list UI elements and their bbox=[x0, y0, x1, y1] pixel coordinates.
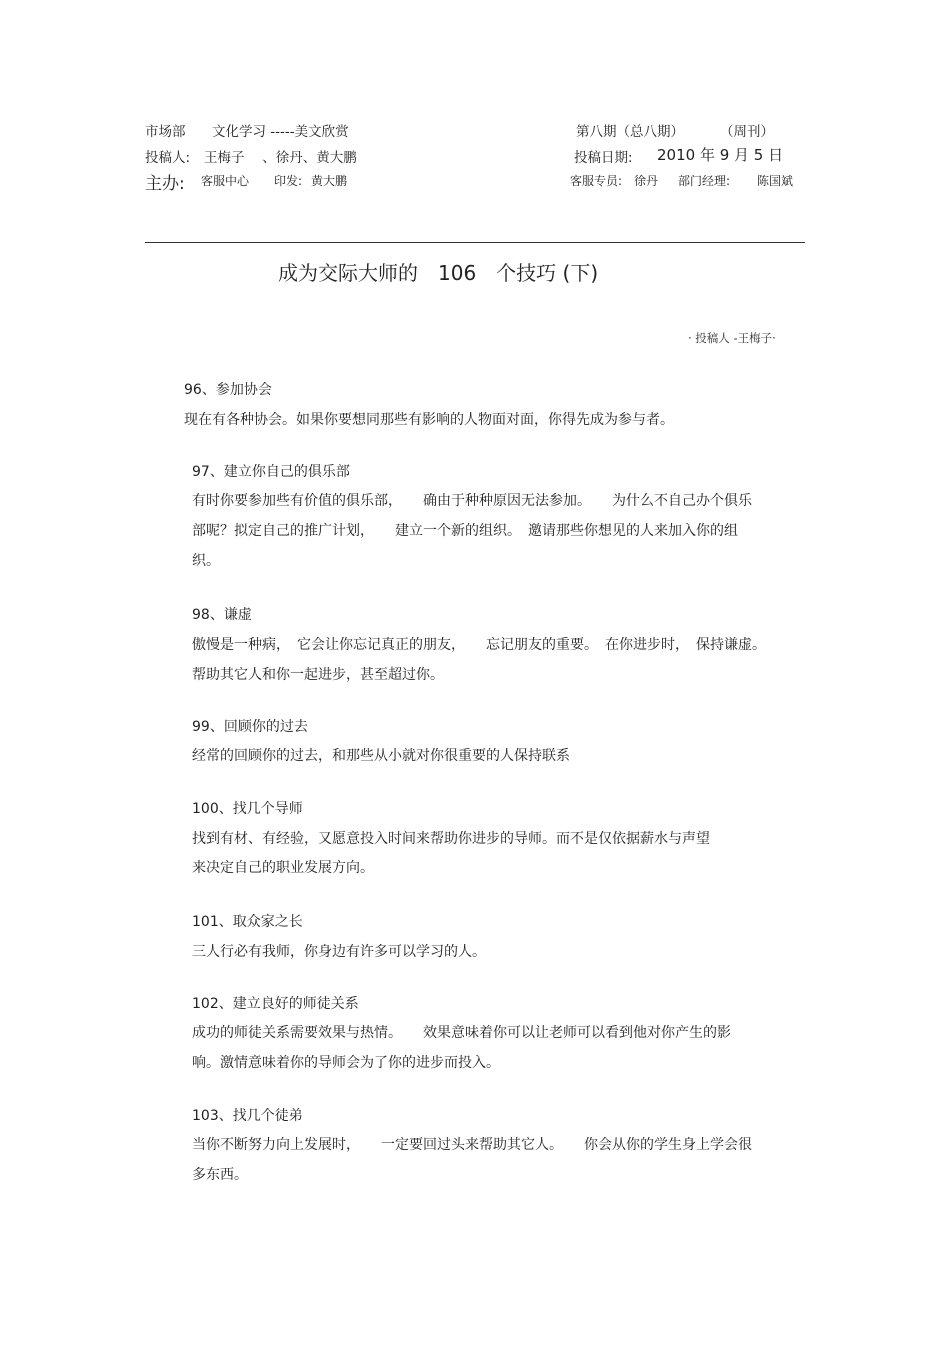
header-manager: 陈国斌 bbox=[757, 174, 794, 188]
item-text: 响。激情意味着你的导师会为了你的进步而投入。 bbox=[192, 1055, 500, 1071]
item-text: 经常的回顾你的过去，和那些从小就对你很重要的人保持联系 bbox=[192, 748, 570, 764]
header-contributors: 王梅子 、徐丹、黄大鹏 bbox=[204, 150, 357, 166]
item-text: 有时你要参加些有价值的俱乐部， 确由于种种原因无法参加。 为什么不自己办个俱乐 bbox=[192, 493, 752, 509]
item-title: 98、谦虚 bbox=[192, 607, 252, 623]
item-text: 当你不断努力向上发展时， 一定要回过头来帮助其它人。 你会从你的学生身上学会很 bbox=[192, 1137, 752, 1153]
header-issue: 第八期（总八期） bbox=[576, 124, 684, 140]
header-divider bbox=[145, 242, 805, 243]
header-service-label: 客服专员: bbox=[570, 174, 623, 188]
header-service: 徐丹 bbox=[634, 174, 659, 188]
item-title: 100、找几个导师 bbox=[192, 801, 303, 817]
header-dept: 市场部 bbox=[145, 124, 186, 140]
item-text: 帮助其它人和你一起进步，甚至超过你。 bbox=[192, 667, 444, 683]
header-frequency: （周刊） bbox=[720, 124, 774, 140]
item-title: 102、建立良好的师徒关系 bbox=[192, 996, 359, 1012]
header-column: 文化学习 -----美文欣赏 bbox=[212, 124, 349, 140]
header-host: 客服中心 bbox=[201, 174, 250, 188]
header-date-label: 投稿日期: bbox=[574, 150, 633, 166]
item-text: 找到有材、有经验，又愿意投入时间来帮助你进步的导师。而不是仅依据薪水与声望 bbox=[192, 831, 710, 847]
article-byline: · 投稿人 -王梅子· bbox=[688, 331, 776, 345]
item-text: 三人行必有我师，你身边有许多可以学习的人。 bbox=[192, 944, 486, 960]
header-contributors-label: 投稿人: bbox=[145, 150, 191, 166]
item-text: 现在有各种协会。如果你要想同那些有影响的人物面对面，你得先成为参与者。 bbox=[184, 412, 674, 428]
item-title: 103、找几个徒弟 bbox=[192, 1108, 303, 1124]
header-host-label: 主办: bbox=[145, 174, 185, 194]
item-text: 多东西。 bbox=[192, 1167, 248, 1183]
item-text: 傲慢是一种病， 它会让你忘记真正的朋友， 忘记朋友的重要。 在你进步时， 保持谦虚。 bbox=[192, 637, 766, 653]
item-text: 织。 bbox=[192, 553, 220, 569]
item-text: 成功的师徒关系需要效果与热情。 效果意味着你可以让老师可以看到他对你产生的影 bbox=[192, 1025, 731, 1041]
header-print: 黄大鹏 bbox=[311, 174, 348, 188]
header-manager-label: 部门经理: bbox=[678, 174, 731, 188]
item-text: 部呢？拟定自己的推广计划， 建立一个新的组织。 邀请那些你想见的人来加入你的组 bbox=[192, 523, 738, 539]
item-title: 96、参加协会 bbox=[184, 382, 272, 398]
item-title: 101、取众家之长 bbox=[192, 914, 303, 930]
item-title: 99、回顾你的过去 bbox=[192, 719, 308, 735]
item-title: 97、建立你自己的俱乐部 bbox=[192, 464, 350, 480]
header-print-label: 印发: bbox=[274, 174, 303, 188]
item-text: 来决定自己的职业发展方向。 bbox=[192, 860, 374, 876]
article-title: 成为交际大师的 106 个技巧 (下) bbox=[278, 261, 599, 285]
header-date: 2010 年 9 月 5 日 bbox=[657, 146, 784, 164]
